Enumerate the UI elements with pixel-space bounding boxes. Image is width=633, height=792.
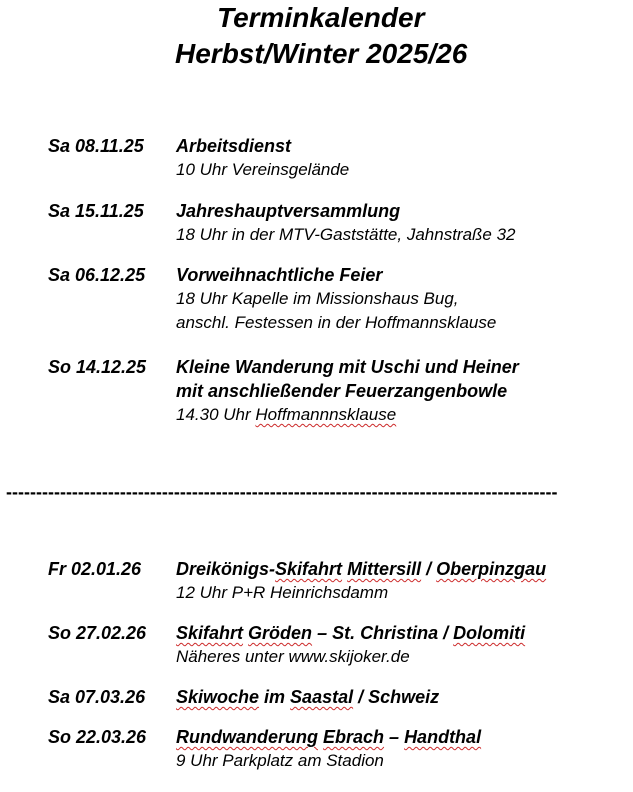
title-part: / bbox=[421, 559, 437, 579]
event-detail: 18 Uhr Kapelle im Missionshaus Bug, bbox=[176, 289, 459, 308]
event-title bbox=[176, 686, 626, 708]
event-title bbox=[176, 558, 626, 580]
title-part: – St. Christina / bbox=[312, 623, 454, 643]
event-date: Sa 07.03.26 bbox=[48, 687, 146, 707]
title-part: Handthal bbox=[404, 727, 482, 747]
event-date: Sa 15.11.25 bbox=[48, 201, 144, 221]
event-detail: 12 Uhr P+R Heinrichsdamm bbox=[176, 583, 389, 602]
event-detail: 9 Uhr Parkplatz am Stadion bbox=[176, 751, 384, 770]
event-detail: anschl. Festessen in der Hoffmannsklause bbox=[176, 313, 497, 332]
title-part: Rundwanderung bbox=[176, 727, 318, 747]
event-detail: Näheres unter www.skijoker.de bbox=[176, 647, 410, 666]
title-part: Saastal bbox=[290, 687, 354, 707]
event-date: Fr 02.01.26 bbox=[48, 559, 142, 579]
event-detail bbox=[176, 404, 626, 426]
title-part: Skifahrt bbox=[176, 623, 244, 643]
event-date: So 14.12.25 bbox=[48, 357, 147, 377]
section-divider: -------------------------------------------------------------------------------------------- bbox=[6, 482, 558, 502]
event-title-line-2: mit anschließender Feuerzangenbowle bbox=[176, 381, 508, 401]
event-detail: 18 Uhr in der MTV-Gaststätte, Jahnstraße 32 bbox=[176, 225, 516, 244]
event-title bbox=[176, 726, 626, 748]
event-date: So 27.02.26 bbox=[48, 623, 147, 643]
event-date: So 22.03.26 bbox=[48, 727, 147, 747]
title-part: Dreikönigs- bbox=[176, 559, 276, 579]
title-part: Mittersill bbox=[347, 559, 422, 579]
event-title: Kleine Wanderung mit Uschi und Heiner bbox=[176, 357, 519, 377]
title-part: Skifahrt bbox=[275, 559, 343, 579]
event-title: Jahreshauptversammlung bbox=[176, 201, 401, 221]
title-part: im bbox=[259, 687, 291, 707]
title-part: Gröden bbox=[248, 623, 313, 643]
detail-text: 14.30 Uhr bbox=[176, 405, 256, 424]
title-part: Oberpinzgau bbox=[436, 559, 547, 579]
event-title: Arbeitsdienst bbox=[176, 136, 292, 156]
event-date: Sa 08.11.25 bbox=[48, 136, 144, 156]
title-part: Ebrach bbox=[323, 727, 385, 747]
title-part: / Schweiz bbox=[353, 687, 440, 707]
event-detail: 10 Uhr Vereinsgelände bbox=[176, 160, 350, 179]
title-line-1: Terminkalender bbox=[217, 2, 425, 33]
title-part: Skiwoche bbox=[176, 687, 260, 707]
event-title bbox=[176, 622, 626, 644]
title-part: Dolomiti bbox=[453, 623, 526, 643]
detail-location: Hoffmannnsklause bbox=[255, 405, 397, 424]
event-date: Sa 06.12.25 bbox=[48, 265, 146, 285]
event-title: Vorweihnachtliche Feier bbox=[176, 265, 383, 285]
title-line-2: Herbst/Winter 2025/26 bbox=[175, 38, 468, 69]
title-part: – bbox=[384, 727, 405, 747]
